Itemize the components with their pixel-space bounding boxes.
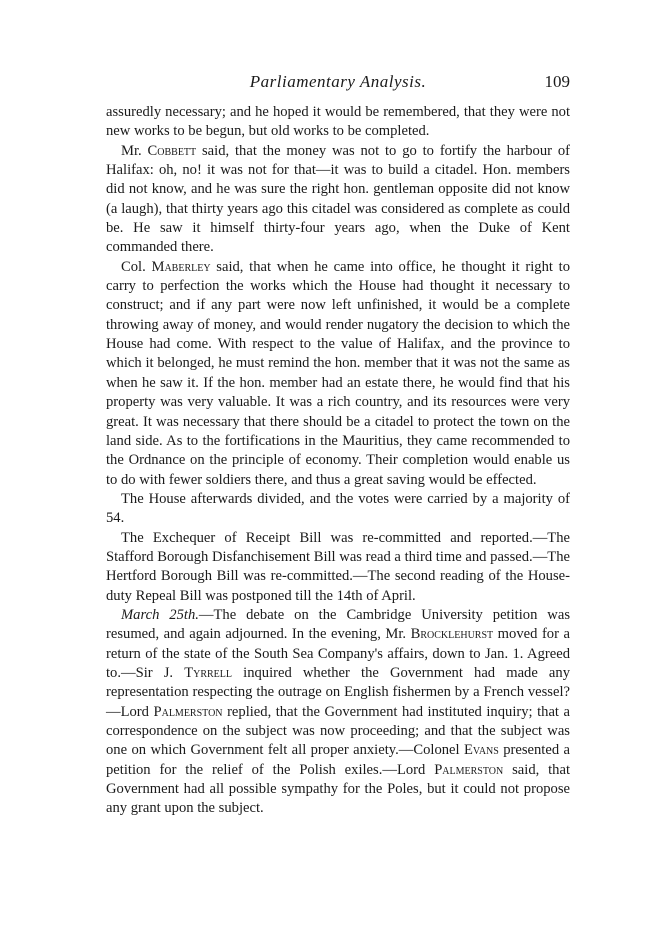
date-heading: March 25th.: [121, 606, 199, 623]
text-run: The House afterwards divided, and the votes were carried by a majority of 54.: [106, 490, 570, 527]
text-run: Mr.: [121, 142, 148, 159]
paragraph: [106, 529, 570, 606]
paragraph: [106, 103, 570, 142]
speaker-name: Tyrrell: [184, 664, 233, 681]
text-run: The Exchequer of Receipt Bill was re-committed and reported.—The Stafford Borough Disfanchisement Bill was read a third time and passed.—The Hertford Borough Bill was re-committed.—The second reading of the House-duty Repeal Bill was postponed till the 14th of April.: [106, 529, 570, 604]
speaker-name: Evans: [463, 742, 499, 759]
page-header: [106, 72, 570, 96]
text-run: said, that when he came into office, he thought it right to carry to perfection the works which the House had thought it necessary to construct; and if any part were now left unfinished, it would be a complete throwing away of money, and would render nugatory the decision to which the House had come. With respect to the value of Halifax, and the province to which it belonged, he must remind the hon. member that it was not the same as when he saw it. If the hon. member had an estate there, he would find that his property was very valuable. It was a rich country, and its resources were very great. It was necessary that there should be a citadel to protect the town on the land side. As to the fortifications in the Mauritius, they came recommended to the Ordnance on the principle of economy. Their completion would enable us to do with fewer soldiers there, and thus a great saving would be effected.: [106, 258, 570, 488]
running-title: Parliamentary Analysis.: [249, 72, 427, 91]
speaker-name: Brocklehurst: [410, 626, 494, 643]
text-run: Col.: [121, 258, 152, 275]
paragraph: [106, 606, 570, 819]
text-run: moved for a return of the state of the South Sea Company's affairs, down to Jan. 1. Agreed to.—Sir J.: [106, 626, 570, 681]
speaker-name: Maberley: [151, 258, 211, 275]
text-run: presented a petition for the relief of the Polish exiles.—Lord: [106, 742, 570, 778]
speaker-name: Palmerston: [434, 761, 504, 778]
paragraph: [106, 258, 570, 490]
text-run: said, that the money was not to go to fortify the harbour of Halifax: oh, no! it was not for that—it was to build a citadel. Hon. members did not know, and he was sure the right hon. gentleman opposite did not know (a laugh), that thirty years ago this citadel was considered as complete as could be. He saw it himself thirty-four years ago, when the Duke of Kent commanded there.: [106, 142, 571, 256]
text-run: assuredly necessary; and he hoped it would be remembered, that they were not new works to be begun, but old works to be completed.: [106, 104, 570, 140]
speaker-name: Cobbett: [147, 142, 197, 159]
paragraph: [106, 490, 570, 529]
page-body: [106, 103, 570, 819]
text-run: inquired whether the Government had made any representation respecting the outrage on English fishermen by a French vessel?—Lord: [106, 664, 571, 720]
speaker-name: Palmerston: [153, 703, 223, 720]
text-run: replied, that the Government had instituted inquiry; that a correspondence on the subject was now proceeding; and that the subject was one on which Government felt all proper anxiety.—Colonel: [106, 703, 570, 759]
paragraph: [106, 142, 570, 258]
text-run: —The debate on the Cambridge University petition was resumed, and again adjourned. In the evening, Mr.: [106, 606, 571, 643]
page-number: 109: [544, 72, 570, 91]
text-run: said, that Government had all possible sympathy for the Poles, but it could not propose any grant upon the subject.: [106, 761, 570, 817]
